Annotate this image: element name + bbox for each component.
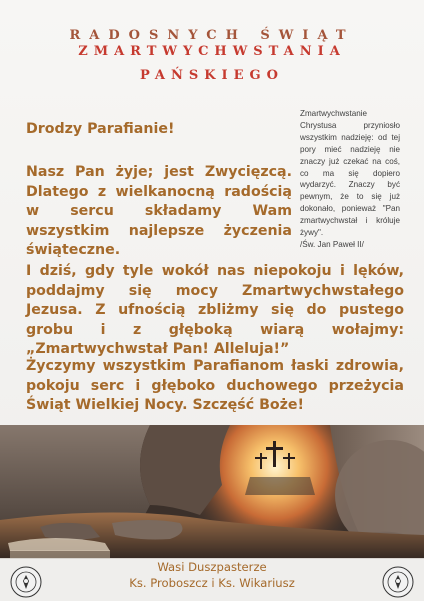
greeting: Drodzy Parafianie! [26,121,175,137]
quote-author: /Św. Jan Paweł II/ [300,239,364,249]
title-line-3: PAŃSKIEGO [140,68,284,83]
signature-line-2: Ks. Proboszcz i Ks. Wikariusz [129,576,295,590]
paragraph-3: Życzymy wszystkim Parafianom łaski zdrowia, pokoju serc i głęboko duchowego przeżycia Świąt Wielkiej Nocy. Szczęść Boże! [26,358,404,413]
paragraph-1: Nasz Pan żyje; jest Zwycięzcą. Dlatego z wielkanocną radością w sercu składamy Wam wszystkim najlepsze życzenia świąteczne. [26,164,292,258]
title-line-1: RADOSNYCH ŚWIĄT [69,28,355,43]
parish-seal-icon [10,566,42,598]
parish-seal-icon [382,566,414,598]
signature-box [0,558,424,601]
quote-text: Zmartwychwstanie Chrystusa przyniosło wszystkim nadzieję: od tej pory mieć nadzieję nie znaczy już czekać na coś, co ma się dopiero wydarzyć. Znaczy być pewnym, że to się już dokonało, ponieważ "Pan zmartwychwstał i króluje żywy". [300,109,400,238]
signature-line-1: Wasi Duszpasterze [157,560,267,574]
paragraph-2: I dziś, gdy tyle wokół nas niepokoju i lęków, poddajmy się mocy Zmartwychwstałego Jezusa. Z ufnością zbliżmy się do pustego grobu i z głęboką wiarą wołajmy: „Zmartwychwstał Pan! Alleluja!” [26,263,404,357]
empty-tomb-image [0,425,424,562]
tomb-scene-illustration [0,425,424,562]
title-line-2: ZMARTWYCHWSTANIA [78,44,346,59]
